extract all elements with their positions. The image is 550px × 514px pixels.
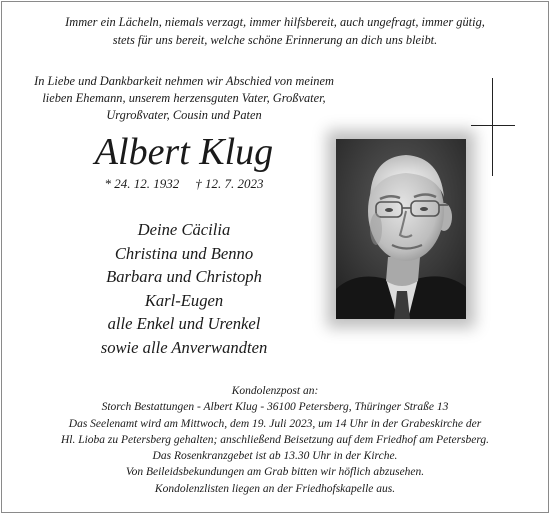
portrait-illustration [336,139,466,319]
cross-icon-bar [471,125,515,126]
portrait-photo [336,139,466,319]
birth-date: * 24. 12. 1932 [104,176,180,191]
condolence-lists: Kondolenzlisten liegen an der Friedhofskapelle aus. [154,482,396,495]
condolence-address: Storch Bestattungen - Albert Klug - 36100 Petersberg, Thüringer Straße 13 [101,401,449,414]
funeral-information [0,383,550,497]
grave-request: Von Beileidsbekundungen am Grab bitten wir höflich abzusehen. [125,466,425,479]
intro-line: Urgroßvater, Cousin und Paten [106,108,262,122]
mourner-line: Barbara und Christoph [106,267,262,287]
motto-verse [0,13,550,49]
intro-text [0,73,368,124]
mourner-line: alle Enkel und Urenkel [107,314,261,334]
motto-line: Immer ein Lächeln, niemals verzagt, immer hilfsbereit, auch ungefragt, immer gütig, [65,15,485,29]
mourners-list [0,218,368,360]
mourner-line: Christina und Benno [114,243,254,263]
rosary-info: Das Rosenkranzgebet ist ab 13.30 Uhr in der Kirche. [152,450,398,463]
mourner-line: sowie alle Anverwandten [100,337,268,357]
mourner-line: Deine Cäcilia [137,220,231,239]
life-dates [0,176,368,192]
intro-line: In Liebe und Dankbarkeit nehmen wir Abschied von meinem [34,74,334,88]
service-info: Hl. Lioba zu Petersberg gehalten; anschließend Beisetzung auf dem Friedhof am Petersberg. [60,433,490,446]
motto-line: stets für uns bereit, welche schöne Erinnerung an dich uns bleibt. [112,33,438,47]
service-info: Das Seelenamt wird am Mittwoch, dem 19. Juli 2023, um 14 Uhr in der Grabeskirche der [68,417,482,430]
condolence-heading: Kondolenzpost an: [231,385,319,397]
mourner-line: Karl-Eugen [144,290,224,310]
death-date: † 12. 7. 2023 [195,176,264,191]
deceased-name: Albert Klug [94,131,274,173]
cross-icon [492,78,493,176]
intro-line: lieben Ehemann, unserem herzensguten Vater, Großvater, [42,91,326,105]
